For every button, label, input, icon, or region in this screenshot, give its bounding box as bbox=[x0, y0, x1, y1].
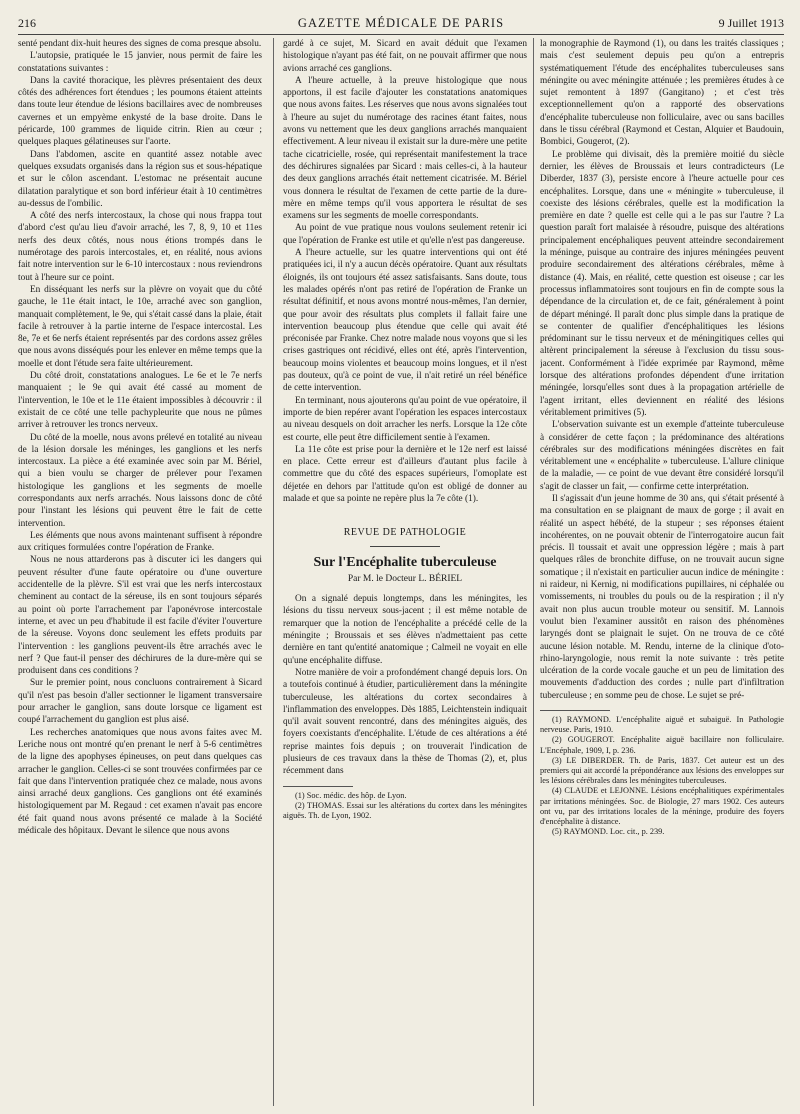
paragraph: Dans l'abdomen, ascite en quantité assez notable avec quelques exsudats organisés dans la région sus et sous-hépatique et sur le côlon ascendant. L'estomac ne présentait aucune dilatation paralytique et son bord inférieur était à 10 centimètres au-dessus de l'ombilic. bbox=[18, 149, 262, 209]
page-number: 216 bbox=[18, 16, 36, 30]
paragraph: gardé à ce sujet, M. Sicard en avait déduit que l'examen histologique n'ayant pas été fait, on ne pouvait affirmer que nous avions arraché ces ganglions. bbox=[283, 39, 527, 74]
journal-title: GAZETTE MÉDICALE DE PARIS bbox=[297, 16, 505, 30]
issue-date: 9 Juillet 1913 bbox=[718, 16, 784, 30]
paragraph: Au point de vue pratique nous voulons seulement retenir ici que l'opération de Franke est utile et qu'elle n'est pas dangereuse. bbox=[283, 223, 527, 246]
footnote-rule bbox=[540, 710, 610, 711]
column-divider bbox=[273, 38, 274, 1106]
paragraph: En terminant, nous ajouterons qu'au point de vue opératoire, il importe de bien repérer avant l'opération les espaces intercostaux au niveau desquels on doit arracher les nerfs. Lorsque la 12e côte est courte, elle peut être difficilement sentie à l'examen. bbox=[283, 395, 527, 443]
footnote: (2) THOMAS. Essai sur les altérations du cortex dans les méningites aiguës. Th. de Lyon, 1902. bbox=[283, 800, 527, 821]
paragraph: L'observation suivante est un exemple d'atteinte tuberculeuse à considérer de cette façon ; la prédominance des altérations cérébrales sur des modifications méningées discrètes en fait véritablement une « encéphalite » tuberculeuse. L'allure clinique de la maladie, — ce point de vue devant être considéré lorsqu'il s'agit de classer un fait, — confirme cette interprétation. bbox=[540, 420, 784, 492]
paragraph: Sur le premier point, nous concluons contrairement à Sicard qu'il n'est pas besoin d'aller sectionner le ligament transversaire pour arracher le ganglion, sans doute lorsque ce ligament est coupé l'arrachement du ganglion est plus aisé. bbox=[18, 678, 262, 726]
paragraph: A l'heure actuelle, à la preuve histologique que nous apportons, il est facile d'ajouter les constatations anatomiques que nous avons faites. Les réserves que nous avons signalées tout à l'heure au sujet du numérotage des racines étant faites, nous avons vu nettement que les deux ganglions arrachés manquaient effectivement. A leur niveau il existait sur la dure-mère une petite tache cicatricielle, rosée, qui représentait manifestement la trace des déchirures signalées par Sicard : mais celles-ci, à la hauteur des deux ganglions arrachés était nettement cicatrisée. M. Bériel vous donnera le résultat de l'examen de cette partie de la dure-mère en même temps qu'il vous apportera le résultat de ses examens sur les segments de moelle correspondants. bbox=[283, 75, 527, 222]
paragraph: Les éléments que nous avons maintenant suffisent à répondre aux critiques formulées contre l'opération de Franke. bbox=[18, 530, 262, 554]
article-author: Par M. le Docteur L. BÉRIEL bbox=[347, 573, 463, 584]
paragraph: On a signalé depuis longtemps, dans les méningites, les lésions du tissu nerveux sous-jacent ; il est même notable de remarquer que la notion de l'encéphalite a précédé celle de la méningite ; Broussais et ses élèves n'admettaient pas cette dernière en tant qu'entité anatomique ; Calmeil ne voyait en elle qu'une encéphalite diffuse. bbox=[283, 594, 527, 666]
paragraph: Nous ne nous attarderons pas à discuter ici les dangers qui peuvent résulter d'une faute opératoire ou d'une ouverture accidentelle de la plèvre. S'il est vrai que les nerfs intercostaux cheminent au contact de la séreuse, ils en sont toujours séparés au point où porte l'arrachement par l'aponévrose intercostale interne, et avec un peu d'habitude il est facile d'éviter l'ouverture de la séreuse. Voyons donc seulement les effets produits par l'intervention : les ganglions peuvent-ils être arrachés avec le nerf ? Que faut-il penser des déchirures de la dure-mère qui se produisent dans ces conditions ? bbox=[18, 555, 262, 677]
footnote: (5) RAYMOND. Loc. cit., p. 239. bbox=[552, 827, 665, 837]
section-rule bbox=[370, 546, 440, 547]
header-rule bbox=[18, 34, 784, 35]
paragraph: la monographie de Raymond (1), ou dans les traités classiques ; mais c'est seulement depuis peu qu'on a entrepris systématiquement l'étude des encéphalites tuberculeuses sans méningite ou avec méningite atténuée ; les premières études à ce sujet remontent à 1897 (Gangitano) ; et c'est très exceptionnellement qu'on a rapporté des observations d'encéphalite tuberculeuse non folliculaire, avec ou sans bacilles dans le tissu cérébral (Raymond et Cestan, Alquier et Baudouin, Bombici, Gougerot, (2). bbox=[540, 39, 784, 148]
column-3 bbox=[540, 38, 784, 1106]
paragraph: A l'heure actuelle, sur les quatre interventions qui ont été pratiquées ici, il n'y a aucun décès opératoire. Quant aux résultats éloignés, ils ont toujours été assez satisfaisants. Sans doute, tous les malades opérés n'ont pas retiré de l'opération de Franke un résultat définitif, et nous avons montré nous-mêmes, l'an dernier, que pour avoir des résultats plus complets il fallait faire une intervention beaucoup plus étendue que celle qui avait été préconisée par Franke. Chez notre malade nous voyons que si les crises gastriques ont récidivé, elles ont été, après l'intervention, beaucoup moins violentes et beaucoup moins longues, et il n'est pas douteux, qu'à ce point de vue, il n'ait retiré un réel bénéfice de cette intervention. bbox=[283, 248, 527, 394]
section-heading: REVUE DE PATHOLOGIE bbox=[343, 527, 467, 539]
column-2 bbox=[283, 38, 527, 1106]
paragraph: Il s'agissait d'un jeune homme de 30 ans, qui s'était présenté à ma consultation en se plaignant de maux de gorge ; il avait en réalité un aspect hébété, de la stupeur ; ses réponses étaient incohérentes, on ne pouvait obtenir de l'interrogatoire aucun fait précis. Il toussait et avait une oppression légère ; mais à part quelques râles de bronchite diffuse, on ne trouvait aucun signe somatique ; il n'existait en particulier aucun indice de méningite : ni raideur, ni Kernig, ni modifications pupillaires, ni céphalée ou vomissements, ni troubles du pouls ou de la respiration ; il n'y avait non plus aucun trouble moteur ou sensitif. M. Lannois voulut bien l'examiner aussitôt en raison des phénomènes laryngés dont se plaignait le sujet. On ne trouva de ce côté aucune lésion notable. M. Rendu, interne de la clinique d'oto-rhino-laryngologie, nous remit la note suivante : très petite ulcération de la corde vocale gauche et un peu de limitation des mouvements d'adduction des cordes ; nulle part d'infiltration tuberculeuse ; en somme peu de chose. Le sujet se pré- bbox=[540, 493, 784, 701]
paragraph: Notre manière de voir a profondément changé depuis lors. On a toutefois continué à étudier, particulièrement dans la méningite tuberculeuse, les altérations du cortex secondaires à l'inflammation des enveloppes. Dès 1885, Leichtenstein indiquait qu'il avait souvent rencontré, dans des méningites aiguës, des foyers coexistants d'encéphalite. L'étude de ces altérations a été reprise maintes fois depuis ; on trouverait l'indication de plusieurs de ces travaux dans la thèse de Thomas (2), et, plus récemment dans bbox=[283, 667, 527, 777]
paragraph: La 11e côte est prise pour la dernière et le 12e nerf est laissé en place. Cette erreur est d'ailleurs d'autant plus facile à commettre que du côté des espaces supérieurs, l'omoplate est déjetée en dehors par l'attitude qu'on est obligé de donner au malade et que sa pointe ne repère plus la 7e côte (1). bbox=[283, 444, 527, 504]
paragraph: Les recherches anatomiques que nous avons faites avec M. Leriche nous ont montré qu'en prenant le nerf à 5-6 centimètres de la ligne des apophyses épineuses, on peut dans quelques cas arracher le ganglion. Celles-ci se sont trouvées confirmées par ce fait que dans l'intervention pratiquée chez ce malade, nous avons ainsi arraché deux ganglions. Ces ganglions ont été examinés histologiquement par M. Regaud : cet examen n'avait pas encore été fait quand nous avons présenté ce malade à la Société médicale des hôpitaux. Devant le silence que nous avons bbox=[18, 727, 262, 836]
paragraph: Du côté de la moelle, nous avons prélevé en totalité au niveau de la lésion dorsale les méninges, les ganglions et les nerfs intercostaux. La pièce a été examinée avec soin par M. Bériel, qui a bien voulu se charger de prélever pour l'examen histologique les ganglions et les segments de moelle correspondants aux nerfs arrachés. Nous laissons donc de côté pour l'instant les lésions qui peuvent être le fait de cette intervention. bbox=[18, 432, 262, 529]
paragraph: Dans la cavité thoracique, les plèvres présentaient des deux côtés des adhérences fort étendues ; les poumons étaient atteints dans toute leur étendue de lésions bacillaires avec de nombreuses cavernes et un empyème enkysté de la base droite. Dans le péricarde, 100 grammes de liquide citrin. Rien au cœur ; quelques plaques gélatineuses sur l'aorte. bbox=[18, 75, 262, 148]
paragraph: Le problème qui divisait, dès la première moitié du siècle dernier, les élèves de Broussais et leurs contradicteurs (Le Diberder, 1837 (3), persiste encore à l'heure actuelle pour ces encéphalites. Lorsque, dans une « méningite » tuberculeuse, il coexiste des lésions cérébrales, quelle est la modification la première en date ? quelle est celle qui a le pas sur l'autre ? La question paraît fort malaisée à résoudre, puisque des altérations principalement encéphaliques peuvent atteindre secondairement la méninge, puisque au contraire des injures méningées peuvent produire secondairement des altérations cérébrales, même à distance (4). Mais, en réalité, cette question est oiseuse ; car les processus inflammatoires sont toujours en fin de compte sous la dépendance de la circulation et, de ce fait, généralement à point de départ méningé. Il paraît donc plus simple dans la pratique de se contenter de qualifier d'encéphalitiques les lésions prédominant sur le tissu nerveux et de méningitiques celles qui altèrent principalement la séreuse à l'exclusion du tissu sous-jacent. Conformément à l'idée exprimée par Raymond, même lorsque des altérations profondes dépendent d'une irritation méningée, lorsqu'elles sont dues à la propagation artérielle de l'agent irritant, elles deviennent en réalité des lésions véritablement primitives (5). bbox=[540, 149, 784, 418]
column-divider bbox=[533, 38, 534, 1106]
paragraph: A côté des nerfs intercostaux, la chose qui nous frappa tout d'abord c'est qu'au lieu d'avoir arraché, les 7, 8, 9, 10 et 11es nerfs des deux côtés, nous nous étions trompés dans le numérotage des parois intercostales, et, en réalité, nous avions fait notre intervention sur le 6-10 intercostaux : nous reviendrons tout à l'heure sur ce point. bbox=[18, 211, 262, 283]
paragraph: L'autopsie, pratiquée le 15 janvier, nous permit de faire les constatations suivantes : bbox=[18, 51, 262, 74]
paragraph: senté pendant dix-huit heures des signes de coma presque absolu. bbox=[18, 39, 262, 49]
footnote: (1) Soc. médic. des hôp. de Lyon. bbox=[295, 790, 407, 800]
paragraph: En disséquant les nerfs sur la plèvre on voyait que du côté gauche, le 11e était intact, le 10e, arraché avec son ganglion, manquait complètement, le 9e, qui s'était cassé dans la plaie, était facile à retrouver à la partie interne de l'espace intercostal. Les 8e, 7e et 6e nerfs étaient représentés par des cordons assez grêles que nous avons disséqués pour les enlever en même temps que la moelle et dont l'étude sera faite ultérieurement. bbox=[18, 284, 262, 369]
paragraph: Du côté droit, constatations analogues. Le 6e et le 7e nerfs manquaient ; le 9e qui avait été cassé au moment de l'intervention, le 10e et le 11e étaient impossibles à découvrir : il existait de ce côté une telle pachypleurite que nous ne pûmes arriver à retrouver les troncs nerveux. bbox=[18, 371, 262, 431]
running-header bbox=[18, 16, 784, 32]
footnote: (4) CLAUDE et LEJONNE. Lésions encéphalitiques expérimentales par irritations méningées. Soc. de Biologie, 27 mars 1902. Ces auteurs ont vu, par des irritations locales de la méninge, produire des foyers d'encéphalite à distance. bbox=[540, 786, 784, 827]
article-title: Sur l'Encéphalite tuberculeuse bbox=[313, 554, 497, 570]
footnote: (1) RAYMOND. L'encéphalite aiguë et subaiguë. In Pathologie nerveuse. Paris, 1910. bbox=[540, 715, 784, 735]
footnote: (3) LE DIBERDER. Th. de Paris, 1837. Cet auteur est un des premiers qui ait accordé la prépondérance aux lésions des enveloppes sur les lésions cérébrales dans les méningites tuberculeuses. bbox=[540, 755, 784, 786]
footnote-rule bbox=[283, 786, 353, 787]
footnote: (2) GOUGEROT. Encéphalite aiguë bacillaire non folliculaire. L'Encéphale, 1909, I, p. 236. bbox=[540, 735, 784, 755]
column-1 bbox=[18, 38, 262, 1106]
